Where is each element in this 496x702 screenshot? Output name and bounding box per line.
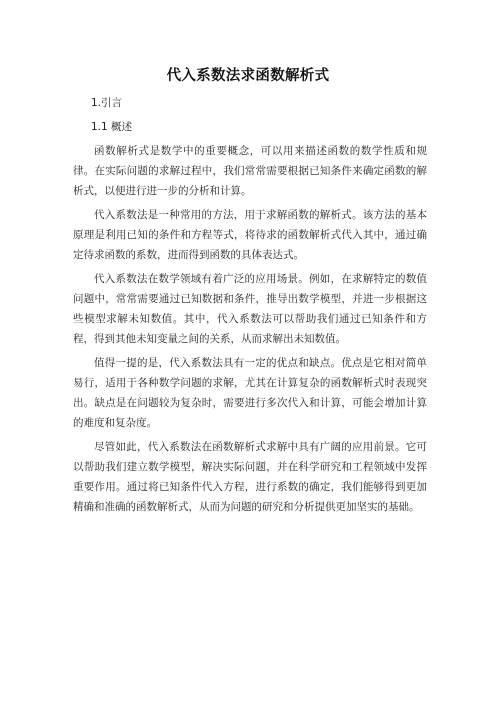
paragraph-5: 尽管如此，代入系数法在函数解析式求解中具有广阔的应用前景。它可以帮助我们建立数学模型，解决实际问题，并在科学研究和工程领域中发挥重要作用。通过将已知条件代入方程，进行系数的确定，我们能够得到更加精确和准确的函数解析式，从而为问题的研究和分析提供更加坚实的基础。 [73,441,427,513]
document-title: 代入系数法求函数解析式 [166,68,330,84]
section-heading-1: 1.引言 [91,97,123,109]
paragraph-3: 代入系数法在数学领域有着广泛的应用场景。例如，在求解特定的数值问题中，常常需要通过已知数据和条件，推导出数学模型，并进一步根据这些模型求解未知数值。其中，代入系数法可以帮助我们通过已知条件和方程，得到其他未知变量之间的关系，从而求解出未知数值。 [73,273,427,345]
paragraph-1: 函数解析式是数学中的重要概念，可以用来描述函数的数学性质和规律。在实际问题的求解过程中，我们常常需要根据已知条件来确定函数的解析式，以便进行进一步的分析和计算。 [73,145,427,197]
subsection-heading-1-1: 1.1 概述 [91,121,133,133]
paragraph-2: 代入系数法是一种常用的方法，用于求解函数的解析式。该方法的基本原理是利用已知的条件和方程等式，将待求的函数解析式代入其中，通过确定待求函数的系数，进而得到函数的具体表达式。 [73,209,427,261]
paragraph-4: 值得一提的是，代入系数法具有一定的优点和缺点。优点是它相对简单易行，适用于各种数学问题的求解，尤其在计算复杂的函数解析式时表现突出。缺点是在问题较为复杂时，需要进行多次代入和计算，可能会增加计算的难度和复杂度。 [73,357,427,429]
document-body [73,93,427,521]
